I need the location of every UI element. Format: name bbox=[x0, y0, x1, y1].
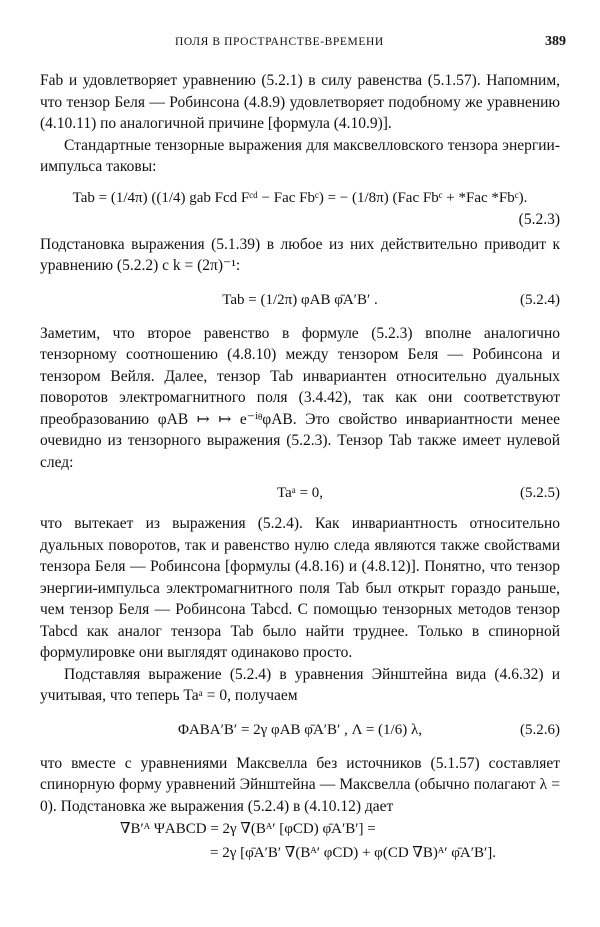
equation-expression: Tab = (1/2π) φAB φ̄A′B′ . bbox=[222, 291, 378, 308]
running-title: ПОЛЯ В ПРОСТРАНСТВЕ-ВРЕМЕНИ bbox=[175, 36, 384, 48]
page-number: 389 bbox=[545, 34, 566, 49]
equation-number: (5.2.3) bbox=[518, 210, 560, 228]
paragraph-6: Подставляя выражение (5.2.4) в уравнения Эйнштейна вида (4.6.32) и учитывая, что теперь Taᵃ = 0, получаем bbox=[40, 665, 560, 704]
page-body bbox=[40, 70, 560, 867]
paragraph-7: что вместе с уравнениями Максвелла без источников (5.1.57) составляет спинорную форму уравнений Эйнштейна — Максвелла (обычно полагают λ = 0). Подстановка же выражения (5.2.4) в (4.10.12) дает bbox=[40, 754, 560, 815]
equation-5-2-5 bbox=[40, 473, 560, 513]
paragraph-2: Стандартные тензорные выражения для максвелловского тензора энергии-импульса таковы: bbox=[40, 136, 560, 175]
equation-bianchi bbox=[40, 817, 560, 867]
equation-line-2: = 2γ [φ̄A′B′ ∇(Bᴬ′ φCD) + φ(CD ∇B)ᴬ′ φ̄A′B′]. bbox=[210, 845, 497, 861]
equation-expression: Taᵃ = 0, bbox=[276, 485, 324, 501]
page-header bbox=[0, 36, 600, 56]
equation-5-2-4 bbox=[40, 277, 560, 323]
paragraph-5: что вытекает из выражения (5.2.4). Как инвариантность относительно дуальных поворотов, так и равенство нулю следа являются также свойствами тензора Беля — Робинсона [формулы (4.8.16) и (4.8.12)]. Понятно, что тензор энергии-импульса электромагнитного поля Tab был открыт гораздо раньше, чем тензор Беля — Робинсона Tabcd. С помощью тензорных методов тензор Tabcd как аналог тензора Tab было найти труднее. Только в спинорной формулировке они выглядят одинаково просто. bbox=[40, 515, 560, 661]
equation-number: (5.2.6) bbox=[520, 721, 560, 738]
equation-line-1: ∇B′ᴬ ΨABCD = 2γ ∇(Bᴬ′ [φCD) φ̄A′B′] = bbox=[120, 821, 376, 837]
equation-5-2-3 bbox=[40, 178, 560, 218]
equation-expression: ΦABA′B′ = 2γ φAB φ̄A′B′ , Λ = (1/6) λ, bbox=[178, 721, 422, 738]
equation-5-2-6 bbox=[40, 707, 560, 753]
equation-number: (5.2.4) bbox=[520, 291, 560, 308]
paragraph-1: Fab и удовлетворяет уравнению (5.2.1) в силу равенства (5.1.57). Напомним, что тензор Беля — Робинсона (4.8.9) удовлетворяет подобному же уравнению (4.10.11) по аналогичной причине [формула (4.10.9)]. bbox=[40, 72, 560, 132]
equation-expression: Tab = (1/4π) ((1/4) gab Fcd Fᶜᵈ − Fac Fbᶜ) = − (1/8π) (Fac Fbᶜ + *Fac *Fbᶜ). bbox=[72, 189, 528, 206]
paragraph-4: Заметим, что второе равенство в формуле (5.2.3) вполне аналогично тензорному соотношению (4.8.10) между тензором Беля — Робинсона и тензором Вейля. Далее, тензор Tab инвариантен относительно дуальных поворотов электромагнитного поля (3.4.42), так как они соответствуют преобразованию φAB ↦ ↦ e⁻ⁱᶿφAB. Это свойство инвариантности менее очевидно из тензорного выражения (5.2.3). Тензор Tab также имеет нулевой след: bbox=[40, 324, 560, 471]
paragraph-3: Подстановка выражения (5.1.39) в любое из них действительно приводит к уравнению (5.2.2) с k = (2π)⁻¹: bbox=[40, 235, 560, 274]
equation-number: (5.2.5) bbox=[520, 485, 560, 501]
